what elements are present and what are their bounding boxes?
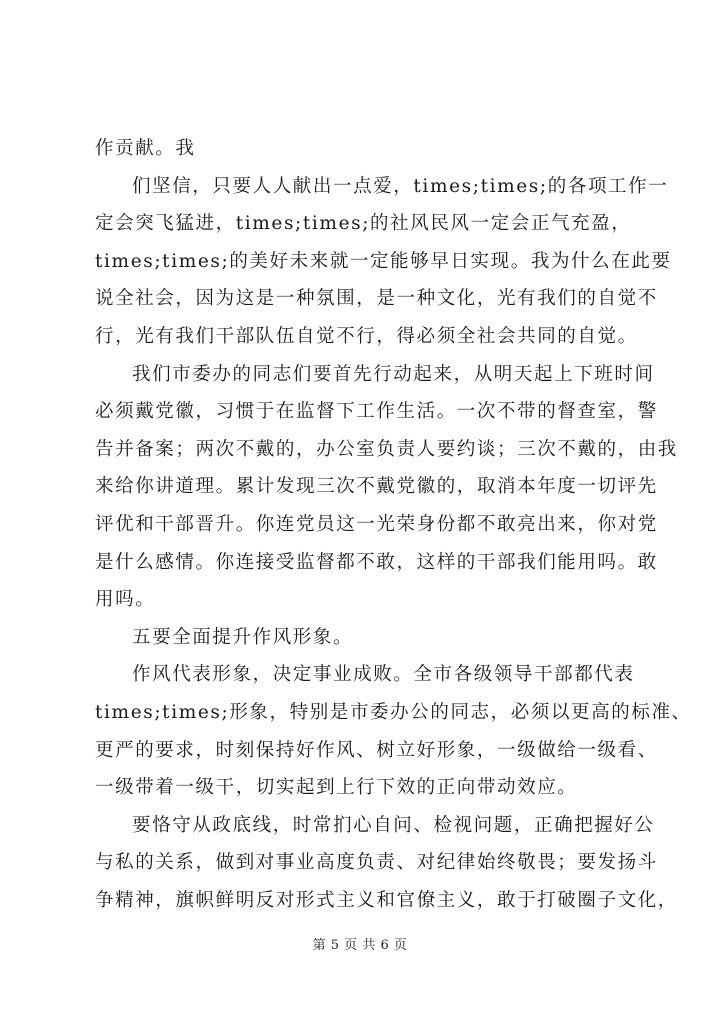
page-number-footer: 第 5 页 共 6 页	[312, 938, 408, 953]
text-line: 用吗。	[95, 589, 156, 611]
text-line: 一级带着一级干，切实起到上行下效的正向带动效应。	[95, 777, 578, 799]
text-line: 行，光有我们干部队伍自觉不行，得必须全社会共同的自觉。	[95, 326, 638, 347]
text-line: 作贡献。我	[95, 138, 196, 159]
text-line: 来给你讲道理。累计发现三次不戴党徽的，取消本年度一切评先	[95, 476, 658, 498]
text-line: 定会突飞猛进，times;times;的社风民风一定会正气充盈，	[95, 213, 632, 235]
text-line: 评优和干部晋升。你连党员这一光荣身份都不敢亮出来，你对党	[95, 514, 658, 535]
text-line: 与私的关系，做到对事业高度负责、对纪律始终敬畏；要发扬斗	[95, 852, 658, 874]
text-line: 我们市委办的同志们要首先行动起来，从明天起上下班时间	[132, 363, 655, 385]
text-line: 们坚信，只要人人献出一点爱，times;times;的各项工作一	[132, 175, 669, 197]
text-line: times;times;形象，特别是市委办公的同志，必须以更高的标准、	[95, 702, 692, 723]
text-line: 是什么感情。你连接受监督都不敢，这样的干部我们能用吗。敢	[95, 551, 658, 573]
text-line: times;times;的美好未来就一定能够早日实现。我为什么在此要	[95, 250, 672, 272]
text-line: 必须戴党徽，习惯于在监督下工作生活。一次不带的督查室，警	[95, 401, 658, 423]
text-line: 说全社会，因为这是一种氛围，是一种文化，光有我们的自觉不	[95, 288, 658, 310]
text-line: 要恪守从政底线，时常扪心自问、检视问题，正确把握好公	[132, 814, 655, 836]
text-line: 作风代表形象，决定事业成败。全市各级领导干部都代表	[132, 664, 635, 686]
section-heading: 五要全面提升作风形象。	[132, 626, 354, 648]
text-line: 争精神，旗帜鲜明反对形式主义和官僚主义，敢于打破圈子文化，	[95, 890, 678, 911]
text-line: 告并备案；两次不戴的，办公室负责人要约谈；三次不戴的，由我	[95, 438, 678, 460]
text-line: 更严的要求，时刻保持好作风、树立好形象，一级做给一级看、	[95, 739, 658, 761]
